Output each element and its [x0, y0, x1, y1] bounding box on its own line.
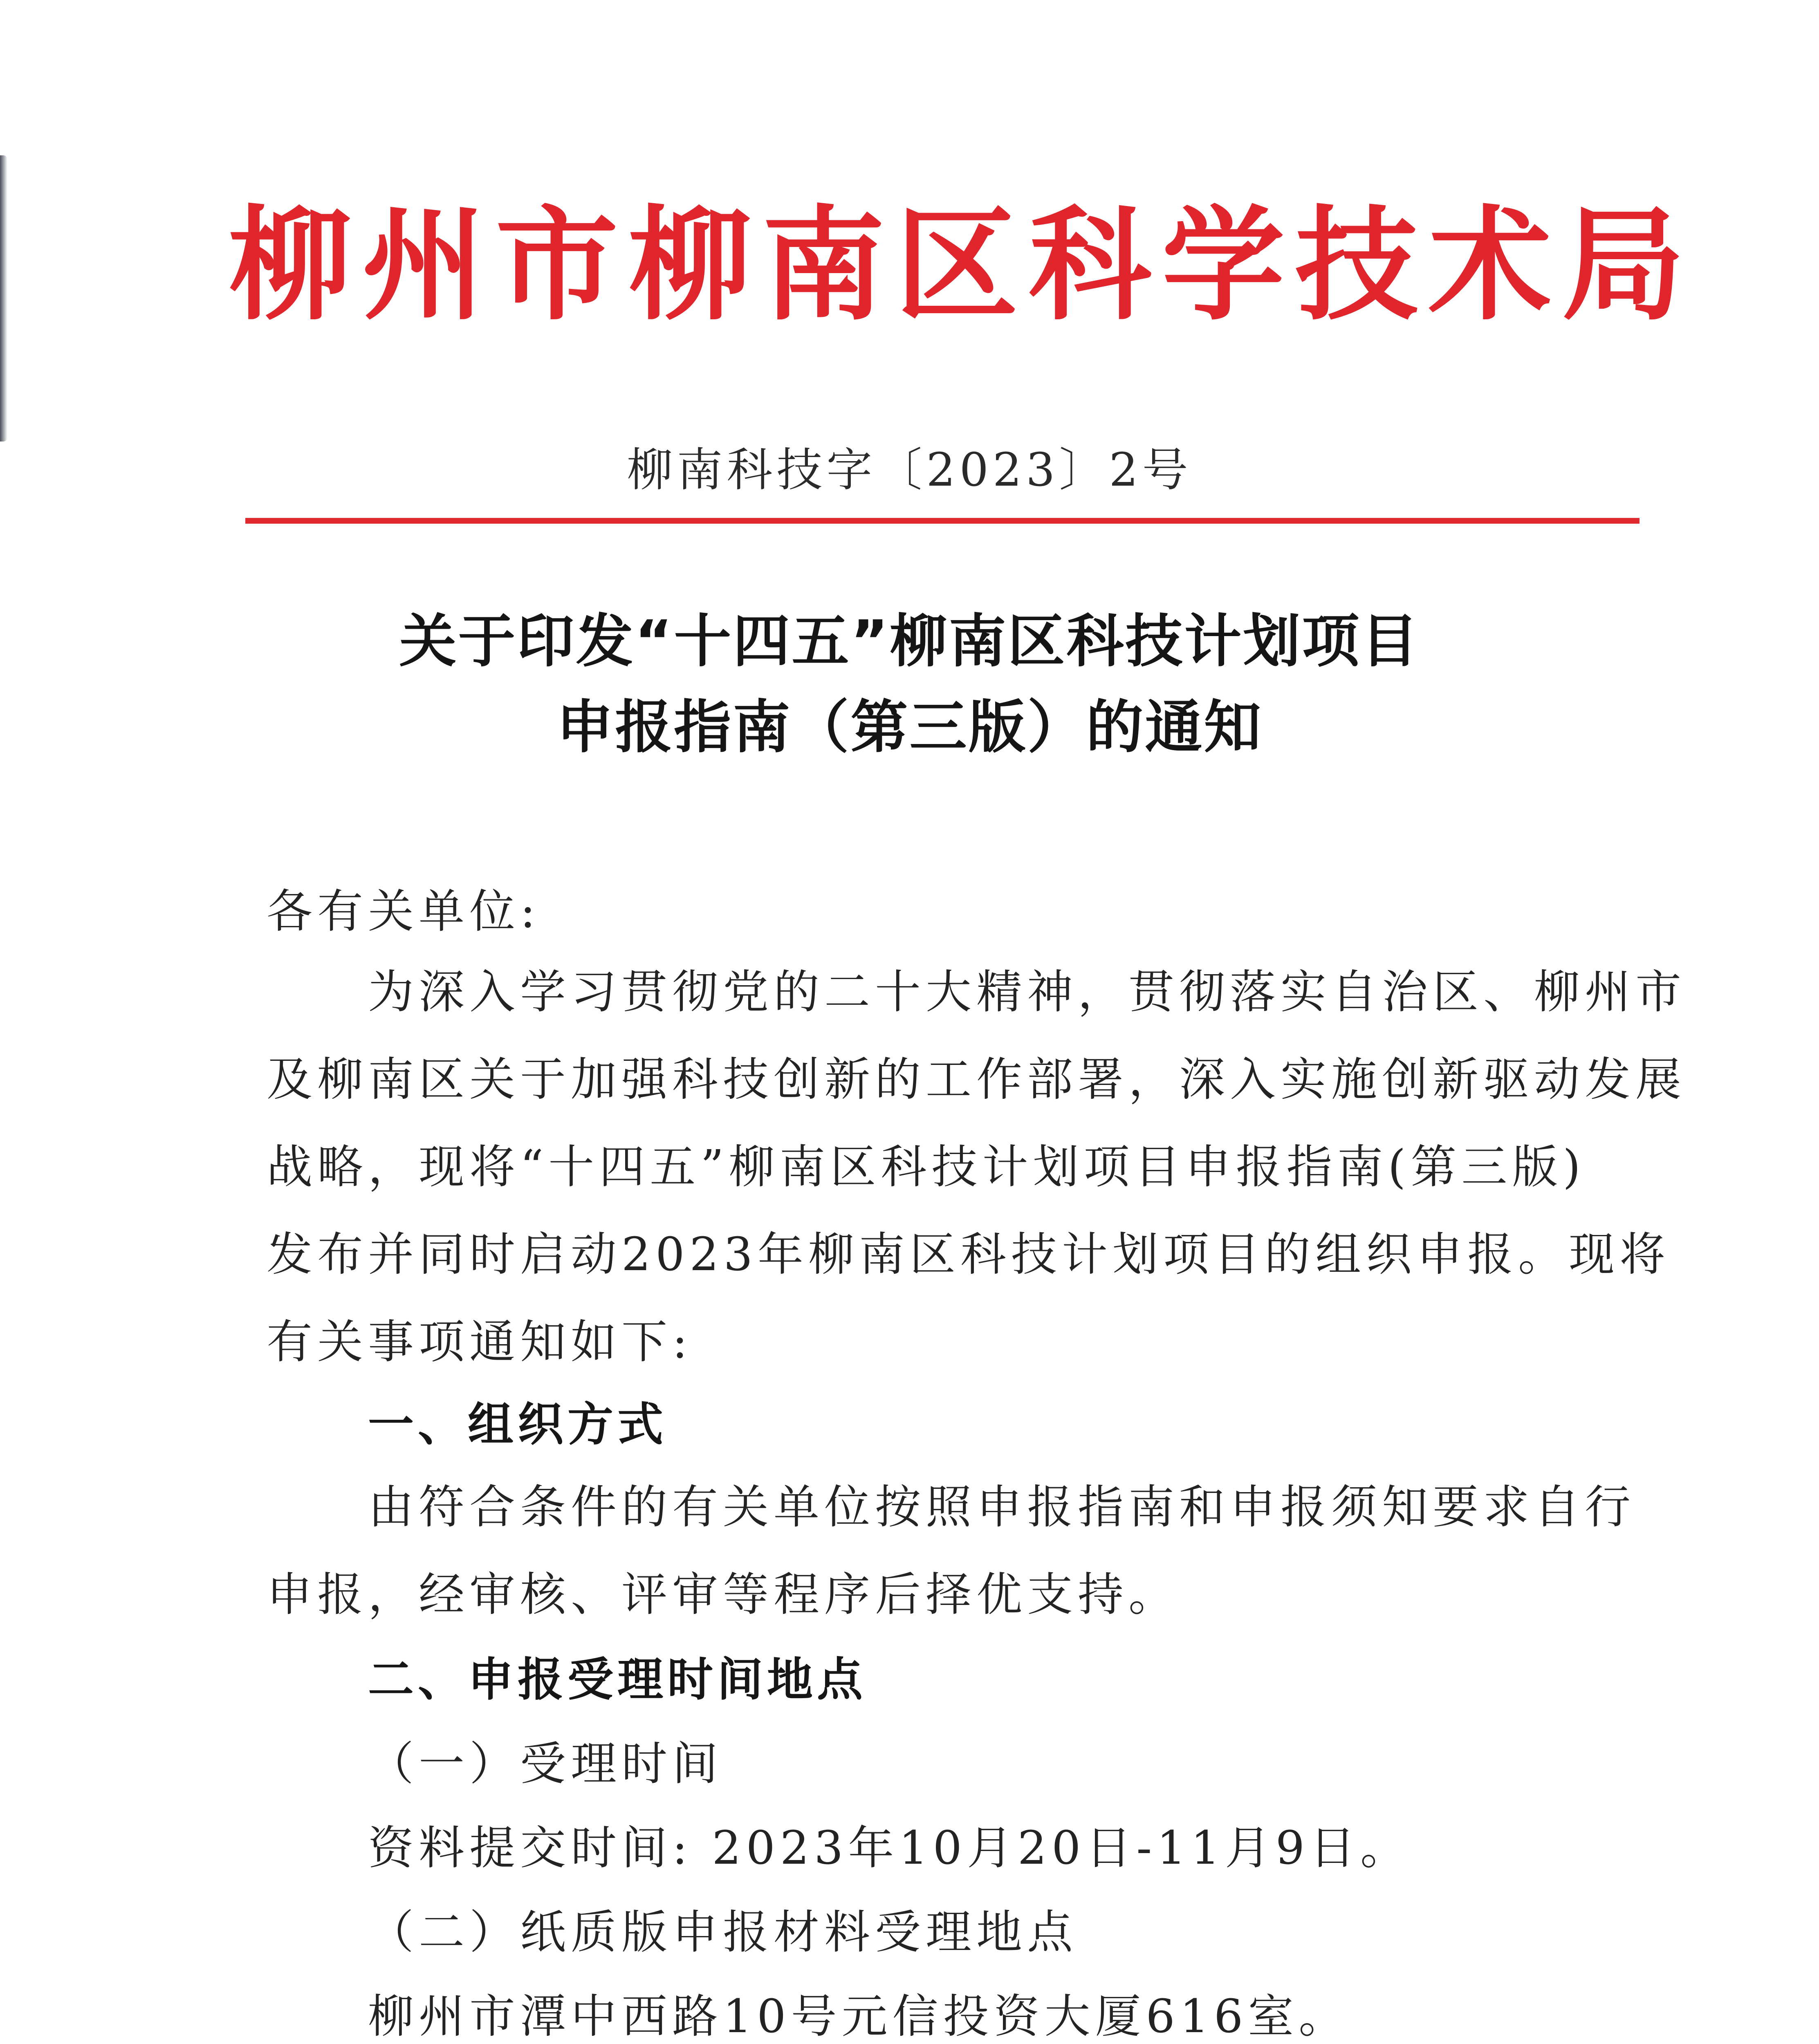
intro-line-4: 发布并同时启动2023年柳南区科技计划项目的组织申报。现将	[267, 1228, 1671, 1281]
document-number: 柳南科技字〔2023〕2号	[627, 444, 1192, 497]
section-2-heading: 二、申报受理时间地点	[368, 1653, 867, 1706]
intro-line-1: 为深入学习贯彻党的二十大精神，贯彻落实自治区、柳州市	[368, 966, 1686, 1019]
notice-title-line-1: 关于印发“十四五”柳南区科技计划项目	[399, 608, 1420, 675]
salutation: 各有关单位:	[267, 885, 541, 938]
section-2-subheading-1: （一）受理时间	[368, 1737, 723, 1791]
section-1-line-2: 申报，经审核、评审等程序后择优支持。	[267, 1568, 1179, 1621]
intro-line-2: 及柳南区关于加强科技创新的工作部署，深入实施创新驱动发展	[267, 1053, 1686, 1106]
submission-address: 柳州市潭中西路10号元信投资大厦616室。	[368, 1990, 1350, 2043]
notice-title-line-2: 申报指南（第三版）的通知	[556, 694, 1263, 761]
red-divider-line	[245, 518, 1640, 524]
section-1-line-1: 由符合条件的有关单位按照申报指南和申报须知要求自行	[368, 1481, 1635, 1534]
section-1-heading: 一、组织方式	[368, 1398, 667, 1451]
section-2-subheading-2: （二）纸质版申报材料受理地点	[368, 1906, 1078, 1959]
submission-time: 资料提交时间: 2023年10月20日-11月9日。	[368, 1822, 1411, 1875]
issuer-masthead: 柳州市柳南区科学技术局	[229, 194, 1695, 337]
scan-edge-shadow	[0, 155, 7, 442]
intro-line-5: 有关事项通知如下:	[267, 1316, 693, 1369]
intro-line-3: 战略，现将“十四五”柳南区科技计划项目申报指南(第三版)	[267, 1141, 1586, 1194]
